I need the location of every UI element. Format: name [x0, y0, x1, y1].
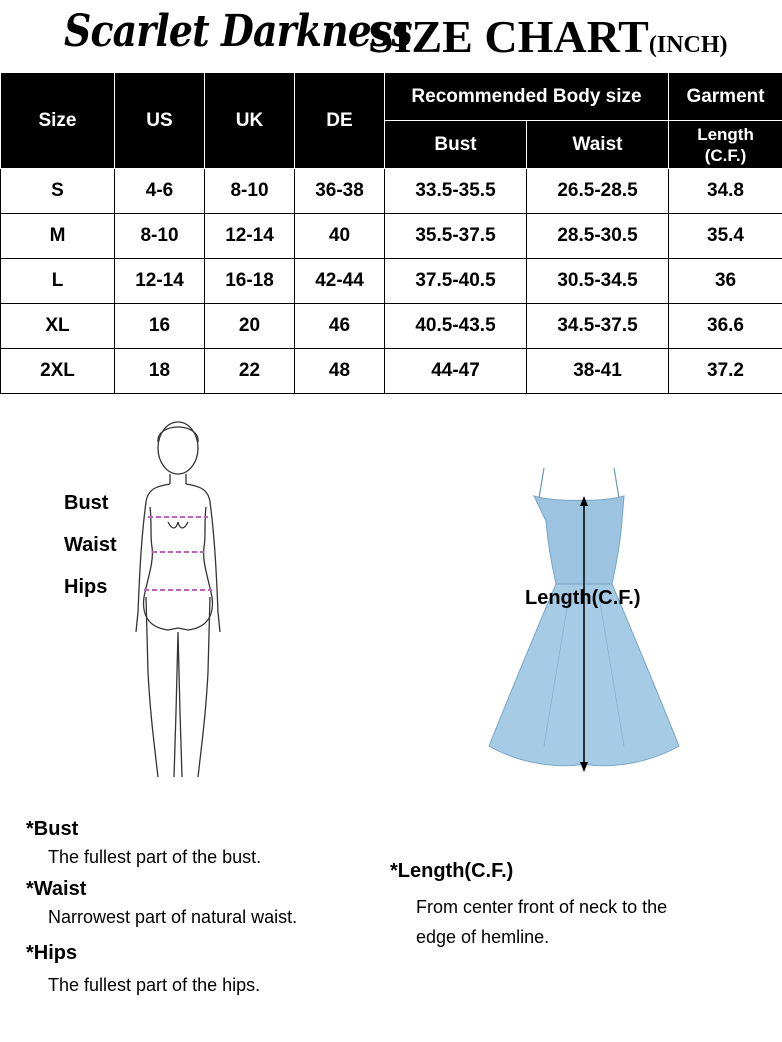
header-length: [669, 121, 782, 169]
table-cell: 8-10: [115, 214, 205, 259]
title-unit: (INCH): [648, 32, 728, 58]
definition-length: [390, 860, 667, 948]
figure-label-waist: Waist: [64, 534, 117, 556]
table-row: [1, 169, 782, 214]
table-cell: 40.5-43.5: [385, 304, 527, 349]
table-cell: 42-44: [295, 259, 385, 304]
definition-term: *Length(C.F.): [390, 860, 514, 882]
definition-bust: [26, 818, 261, 868]
table-cell: S: [1, 169, 115, 214]
table-cell: 37.2: [669, 349, 782, 394]
definition-text: The fullest part of the hips.: [48, 975, 261, 995]
table-cell: 34.8: [669, 169, 782, 214]
header-recommended: Recommended Body size: [385, 73, 669, 121]
header-length-label: Length: [697, 124, 754, 144]
dress-illustration: [484, 466, 684, 776]
brand-logo: Scarlet Darkness: [64, 6, 412, 57]
table-cell: 16: [115, 304, 205, 349]
table-cell: L: [1, 259, 115, 304]
size-table: [0, 72, 782, 394]
header-waist: Waist: [527, 121, 669, 169]
header-de: DE: [295, 73, 385, 169]
table-cell: 44-47: [385, 349, 527, 394]
header-us: US: [115, 73, 205, 169]
table-cell: 28.5-30.5: [527, 214, 669, 259]
table-row: [1, 214, 782, 259]
body-figure-illustration: [128, 412, 228, 792]
definition-hips: [26, 942, 260, 996]
table-cell: 20: [205, 304, 295, 349]
table-cell: 35.4: [669, 214, 782, 259]
table-cell: 38-41: [527, 349, 669, 394]
definition-text: From center front of neck to the: [416, 897, 668, 917]
figure-label-bust: Bust: [64, 492, 109, 514]
header-uk: UK: [205, 73, 295, 169]
table-cell: 16-18: [205, 259, 295, 304]
page-title: [368, 12, 728, 70]
table-cell: 36.6: [669, 304, 782, 349]
table-row: [1, 259, 782, 304]
table-cell: 12-14: [205, 214, 295, 259]
table-cell: 36: [669, 259, 782, 304]
header-bust: Bust: [385, 121, 527, 169]
table-row: [1, 304, 782, 349]
table-cell: M: [1, 214, 115, 259]
table-cell: 37.5-40.5: [385, 259, 527, 304]
table-cell: 46: [295, 304, 385, 349]
table-cell: 34.5-37.5: [527, 304, 669, 349]
figure-label-hips: Hips: [64, 576, 108, 598]
table-cell: 2XL: [1, 349, 115, 394]
table-cell: 4-6: [115, 169, 205, 214]
definition-text: edge of hemline.: [416, 927, 550, 947]
table-cell: 12-14: [115, 259, 205, 304]
definition-waist: [26, 878, 297, 928]
table-row: [1, 349, 782, 394]
table-cell: 40: [295, 214, 385, 259]
table-cell: 30.5-34.5: [527, 259, 669, 304]
definition-text: Narrowest part of natural waist.: [48, 907, 298, 927]
header-size: Size: [1, 73, 115, 169]
header: [0, 0, 782, 72]
title-text: SIZE CHART: [368, 11, 649, 62]
definition-text: The fullest part of the bust.: [48, 847, 262, 867]
header-length-sub: (C.F.): [704, 145, 747, 165]
table-cell: XL: [1, 304, 115, 349]
table-cell: 33.5-35.5: [385, 169, 527, 214]
header-garment: Garment: [669, 73, 782, 121]
table-cell: 48: [295, 349, 385, 394]
definition-term: *Bust: [26, 818, 79, 840]
definition-term: *Waist: [26, 878, 87, 900]
dress-length-label: Length(C.F.): [525, 587, 641, 609]
table-cell: 36-38: [295, 169, 385, 214]
definition-term: *Hips: [26, 942, 78, 964]
table-cell: 18: [115, 349, 205, 394]
table-cell: 22: [205, 349, 295, 394]
table-cell: 26.5-28.5: [527, 169, 669, 214]
table-cell: 35.5-37.5: [385, 214, 527, 259]
table-cell: 8-10: [205, 169, 295, 214]
